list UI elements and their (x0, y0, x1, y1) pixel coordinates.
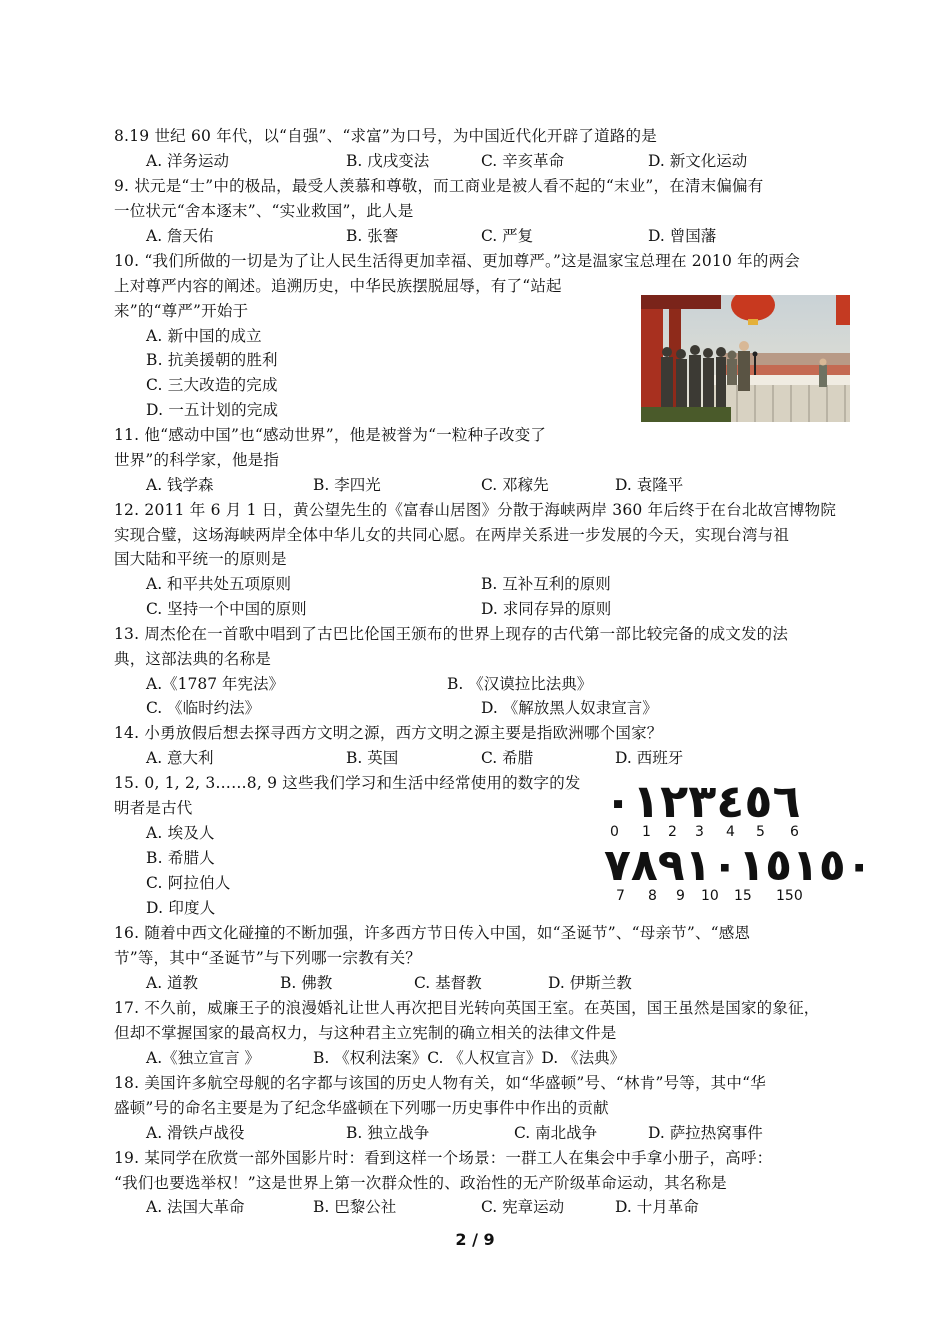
q16-option-a: A. 道教 (146, 974, 199, 992)
q19-option-a: A. 法国大革命 (146, 1198, 245, 1216)
q11-option-c: C. 邓稼先 (481, 476, 549, 494)
q14-option-b: B. 英国 (346, 749, 399, 767)
q19-option-b: B. 巴黎公社 (313, 1198, 397, 1216)
q15-option-b: B. 希腊人 (146, 849, 215, 867)
q9-stem-line1: 9. 状元是“士”中的极品，最受人羡慕和尊敬，而工商业是被人看不起的“末业”，在清末偏偏有 (114, 177, 764, 195)
q11-option-b: B. 李四光 (313, 476, 381, 494)
numeral-label: 0 (610, 824, 619, 840)
q13-option-d: D. 《解放黑人奴隶宣言》 (481, 699, 658, 717)
q10-option-d: D. 一五计划的完成 (146, 401, 279, 419)
q16-option-c: C. 基督教 (414, 974, 482, 992)
q10-option-a: A. 新中国的成立 (146, 327, 262, 345)
founding-ceremony-painting (641, 295, 850, 422)
numeral-label: 15 (734, 888, 752, 904)
q12-option-b: B. 互补互利的原则 (481, 575, 611, 593)
q12-option-a: A. 和平共处五项原则 (146, 575, 292, 593)
q14-option-a: A. 意大利 (146, 749, 214, 767)
q8-option-a: A. 洋务运动 (146, 152, 230, 170)
q11-stem-line1: 11. 他“感动中国”也“感动世界”，他是被誉为“一粒种子改变了 (114, 426, 547, 444)
q17-stem-line2: 但却不掌握国家的最高权力，与这种君主立宪制的确立相关的法律文件是 (114, 1024, 617, 1042)
numeral-label: 1 (642, 824, 651, 840)
q19-stem-line1: 19. 某同学在欣赏一部外国影片时：看到这样一个场景：一群工人在集会中手拿小册子，高呼： (114, 1149, 773, 1167)
q18-option-a: A. 滑铁卢战役 (146, 1124, 245, 1142)
eastern-numeral-glyphs-row1: ٠١٢٣٤٥٦ (604, 774, 801, 828)
q15-option-c: C. 阿拉伯人 (146, 874, 231, 892)
q13-stem-line2: 典，这部法典的名称是 (114, 650, 272, 668)
q10-stem-line3: 来”的“尊严”开始于 (114, 302, 249, 320)
q12-stem-line1: 12. 2011 年 6 月 1 日，黄公望先生的《富春山居图》分散于海峡两岸 360 年后终于在台北故宫博物院 (114, 501, 837, 519)
q9-stem-line2: 一位状元“舍本逐末”、“实业救国”，此人是 (114, 202, 414, 220)
q17-option-a: A.《独立宣言 》 (146, 1049, 261, 1067)
numeral-label: 4 (726, 824, 735, 840)
q18-option-d: D. 萨拉热窝事件 (648, 1124, 763, 1142)
q8-option-d: D. 新文化运动 (648, 152, 748, 170)
q11-stem-line2: 世界”的科学家，他是指 (114, 451, 280, 469)
q17-stem-line1: 17. 不久前，威廉王子的浪漫婚礼让世人再次把目光转向英国王室。在英国，国王虽然是国家的象征， (114, 999, 820, 1017)
q8-stem: 8.19 世纪 60 年代，以“自强”、“求富”为口号，为中国近代化开辟了道路的是 (114, 127, 657, 145)
q19-stem-line2: “我们也要选举权！”这是世界上第一次群众性的、政治性的无产阶级革命运动，其名称是 (114, 1174, 727, 1192)
q18-option-b: B. 独立战争 (346, 1124, 430, 1142)
q15-option-a: A. 埃及人 (146, 824, 215, 842)
q8-option-b: B. 戊戌变法 (346, 152, 430, 170)
q15-option-d: D. 印度人 (146, 899, 216, 917)
q13-option-c: C. 《临时约法》 (146, 699, 261, 717)
q14-stem: 14. 小勇放假后想去探寻西方文明之源，西方文明之源主要是指欧洲哪个国家？ (114, 724, 663, 742)
q14-option-d: D. 西班牙 (615, 749, 684, 767)
q9-option-d: D. 曾国藩 (648, 227, 717, 245)
q18-stem-line1: 18. 美国许多航空母舰的名字都与该国的历史人物有关，如“华盛顿”号、“林肯”号等，其中“华 (114, 1074, 766, 1092)
q10-stem-line1: 10. “我们所做的一切是为了让人民生活得更加幸福、更加尊严。”这是温家宝总理在 2010 年的两会 (114, 252, 800, 270)
q9-option-c: C. 严复 (481, 227, 534, 245)
q8-option-c: C. 辛亥革命 (481, 152, 565, 170)
numeral-label: 6 (790, 824, 799, 840)
q19-option-c: C. 宪章运动 (481, 1198, 565, 1216)
q15-stem-line2: 明者是古代 (114, 799, 193, 817)
numeral-label: 7 (616, 888, 625, 904)
q10-stem-line2: 上对尊严内容的阐述。追溯历史，中华民族摆脱屈辱，有了“站起 (114, 277, 562, 295)
q16-stem-line2: 节”等，其中“圣诞节”与下列哪一宗教有关？ (114, 949, 421, 967)
q12-option-c: C. 坚持一个中国的原则 (146, 600, 307, 618)
numeral-label: 8 (648, 888, 657, 904)
eastern-numeral-glyphs-row2: ٧٨٩١٠١٥١٥٠ (604, 840, 873, 891)
arabic-numerals-figure (600, 774, 873, 906)
q12-stem-line2: 实现合璧，这场海峡两岸全体中华儿女的共同心愿。在两岸关系进一步发展的今天，实现台湾与祖 (114, 526, 790, 544)
q9-option-a: A. 詹天佑 (146, 227, 214, 245)
page-number: 2 / 9 (455, 1230, 495, 1249)
q12-stem-line3: 国大陆和平统一的原则是 (114, 550, 287, 568)
q15-stem-line1: 15. 0, 1, 2, 3……8, 9 这些我们学习和生活中经常使用的数字的发 (114, 774, 581, 792)
q10-option-c: C. 三大改造的完成 (146, 376, 278, 394)
q12-option-d: D. 求同存异的原则 (481, 600, 612, 618)
q9-option-b: B. 张謇 (346, 227, 399, 245)
q10-option-b: B. 抗美援朝的胜利 (146, 351, 278, 369)
q18-option-c: C. 南北战争 (514, 1124, 598, 1142)
numeral-label: 2 (668, 824, 677, 840)
q13-option-a: A.《1787 年宪法》 (146, 675, 284, 693)
q14-option-c: C. 希腊 (481, 749, 534, 767)
q18-stem-line2: 盛顿”号的命名主要是为了纪念华盛顿在下列哪一历史事件中作出的贡献 (114, 1099, 609, 1117)
q16-stem-line1: 16. 随着中西文化碰撞的不断加强，许多西方节日传入中国，如“圣诞节”、“母亲节”、“感恩 (114, 924, 751, 942)
q11-option-a: A. 钱学森 (146, 476, 214, 494)
q13-option-b: B. 《汉谟拉比法典》 (447, 675, 593, 693)
numeral-label: 5 (756, 824, 765, 840)
numerals-labels-row2 (600, 888, 815, 906)
q16-option-b: B. 佛教 (280, 974, 333, 992)
q16-option-d: D. 伊斯兰教 (548, 974, 632, 992)
q11-option-d: D. 袁隆平 (615, 476, 684, 494)
numeral-label: 3 (695, 824, 704, 840)
q17-options-bcd: B. 《权利法案》C. 《人权宣言》D. 《法典》 (313, 1049, 626, 1067)
numeral-label: 10 (701, 888, 719, 904)
numeral-label: 150 (776, 888, 803, 904)
numeral-label: 9 (676, 888, 685, 904)
q13-stem-line1: 13. 周杰伦在一首歌中唱到了古巴比伦国王颁布的世界上现存的古代第一部比较完备的成文发的法 (114, 625, 789, 643)
q19-option-d: D. 十月革命 (615, 1198, 699, 1216)
